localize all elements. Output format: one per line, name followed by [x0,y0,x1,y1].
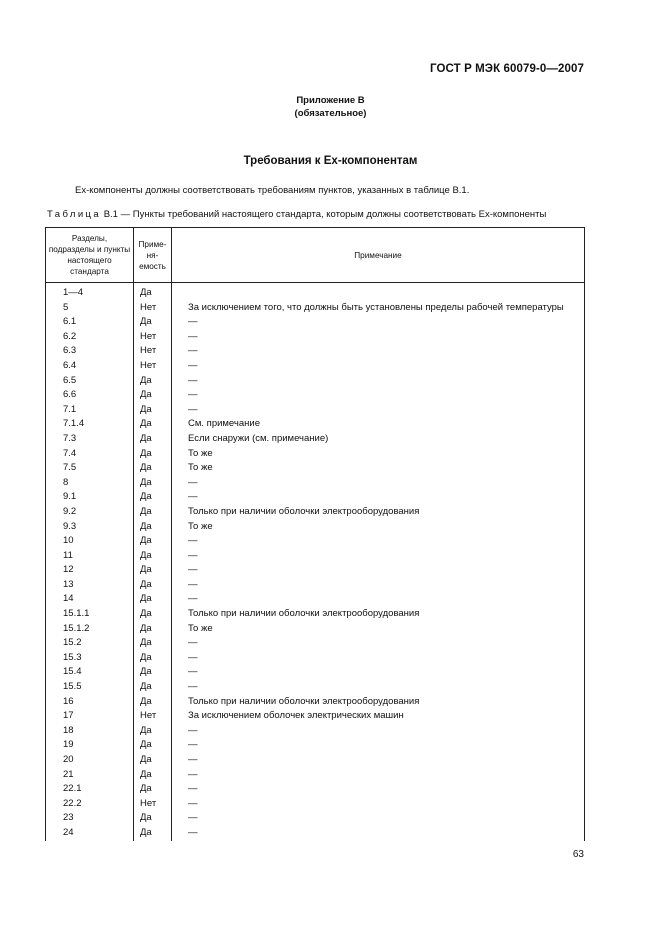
note-cell: — [172,724,585,739]
table-row [46,563,585,578]
table-caption-text: В.1 — Пункты требований настоящего стандарта, которым должны соответствовать Ex-компоненты [103,209,547,220]
section-cell: 12 [46,563,134,578]
note-cell: — [172,344,585,359]
note-cell: См. примечание [172,417,585,432]
section-cell: 15.2 [46,636,134,651]
applicability-cell: Нет [134,344,172,359]
section-cell: 9.1 [46,490,134,505]
applicability-cell: Да [134,811,172,826]
table-row [46,388,585,403]
table-row [46,476,585,491]
table-row [46,695,585,710]
note-cell: За исключением того, что должны быть установлены пределы рабочей температуры [172,301,585,316]
section-cell: 15.5 [46,680,134,695]
applicability-cell: Нет [134,330,172,345]
note-cell: За исключением оболочек электрических машин [172,709,585,724]
section-cell: 18 [46,724,134,739]
applicability-cell: Да [134,283,172,301]
note-cell: — [172,374,585,389]
table-row [46,592,585,607]
section-cell: 13 [46,578,134,593]
note-cell: — [172,768,585,783]
section-cell: 15.1.1 [46,607,134,622]
section-cell: 16 [46,695,134,710]
table-row [46,490,585,505]
section-cell: 7.1 [46,403,134,418]
table-row [46,709,585,724]
applicability-cell: Да [134,622,172,637]
table-row [46,636,585,651]
applicability-cell: Да [134,505,172,520]
note-cell: То же [172,622,585,637]
note-cell: — [172,490,585,505]
note-cell: — [172,403,585,418]
table-row [46,534,585,549]
applicability-cell: Да [134,534,172,549]
table-row [46,753,585,768]
note-cell: Если снаружи (см. примечание) [172,432,585,447]
applicability-cell: Да [134,388,172,403]
applicability-cell: Да [134,665,172,680]
section-cell: 6.5 [46,374,134,389]
section-cell: 6.1 [46,315,134,330]
applicability-cell: Да [134,520,172,535]
table-caption-label: Таблица [47,209,102,220]
table-row [46,665,585,680]
section-cell: 24 [46,826,134,841]
section-title: Требования к Ex-компонентам [243,155,418,167]
table-row [46,578,585,593]
table-row [46,330,585,345]
applicability-cell: Нет [134,709,172,724]
section-cell: 7.3 [46,432,134,447]
applicability-cell: Да [134,461,172,476]
applicability-cell: Да [134,753,172,768]
section-cell: 15.3 [46,651,134,666]
note-cell: — [172,476,585,491]
note-cell: — [172,534,585,549]
table-row [46,403,585,418]
note-cell: — [172,563,585,578]
applicability-cell: Да [134,651,172,666]
section-cell: 17 [46,709,134,724]
section-cell: 7.5 [46,461,134,476]
table-row [46,447,585,462]
applicability-cell: Да [134,782,172,797]
header-applicability: Приме-ня-емость [134,228,172,283]
table-row [46,315,585,330]
table-row [46,738,585,753]
table-row [46,432,585,447]
applicability-cell: Да [134,374,172,389]
appendix-subtitle: (обязательное) [294,108,367,119]
table-row [46,549,585,564]
applicability-cell: Нет [134,301,172,316]
note-cell: Только при наличии оболочки электрооборудования [172,607,585,622]
table-row [46,520,585,535]
section-cell: 11 [46,549,134,564]
note-cell: — [172,826,585,841]
note-cell: Только при наличии оболочки электрооборудования [172,505,585,520]
note-cell: — [172,665,585,680]
section-cell: 5 [46,301,134,316]
applicability-cell: Да [134,417,172,432]
note-cell: — [172,315,585,330]
page-number: 63 [572,849,584,860]
table-row [46,768,585,783]
section-cell: 6.6 [46,388,134,403]
note-cell: — [172,549,585,564]
table-row [46,622,585,637]
applicability-cell: Нет [134,797,172,812]
applicability-cell: Да [134,403,172,418]
section-cell: 10 [46,534,134,549]
note-cell: Только при наличии оболочки электрооборудования [172,695,585,710]
applicability-cell: Да [134,738,172,753]
applicability-cell: Да [134,578,172,593]
section-cell: 19 [46,738,134,753]
table-row [46,811,585,826]
note-cell: — [172,388,585,403]
applicability-cell: Да [134,432,172,447]
note-cell: То же [172,520,585,535]
applicability-cell: Да [134,695,172,710]
table-row [46,283,585,301]
section-cell: 23 [46,811,134,826]
note-cell: — [172,738,585,753]
header-note: Примечание [172,228,585,283]
applicability-cell: Да [134,549,172,564]
table-row [46,505,585,520]
section-cell: 6.4 [46,359,134,374]
note-cell: — [172,578,585,593]
table-row [46,461,585,476]
section-cell: 9.2 [46,505,134,520]
note-cell: — [172,636,585,651]
section-cell: 8 [46,476,134,491]
table-row [46,607,585,622]
applicability-cell: Да [134,826,172,841]
table-row [46,417,585,432]
section-cell: 22.1 [46,782,134,797]
section-cell: 15.1.2 [46,622,134,637]
section-cell: 1—4 [46,283,134,301]
applicability-cell: Да [134,607,172,622]
requirements-table [45,227,585,841]
document-code: ГОСТ Р МЭК 60079-0—2007 [430,63,584,75]
section-cell: 21 [46,768,134,783]
appendix-title: Приложение В [296,95,365,106]
applicability-cell: Да [134,490,172,505]
note-cell: — [172,797,585,812]
section-cell: 6.3 [46,344,134,359]
table-row [46,826,585,841]
section-intro: Ex-компоненты должны соответствовать требованиям пунктов, указанных в таблице В.1. [75,185,470,196]
section-cell: 22.2 [46,797,134,812]
table-header-row [46,228,585,283]
note-cell: То же [172,461,585,476]
section-cell: 20 [46,753,134,768]
table-body [46,283,585,841]
note-cell: — [172,811,585,826]
note-cell: — [172,782,585,797]
section-cell: 7.1.4 [46,417,134,432]
note-cell [172,283,585,301]
section-cell: 9.3 [46,520,134,535]
section-cell: 6.2 [46,330,134,345]
applicability-cell: Да [134,315,172,330]
applicability-cell: Да [134,724,172,739]
note-cell: — [172,680,585,695]
applicability-cell: Да [134,447,172,462]
section-cell: 7.4 [46,447,134,462]
note-cell: — [172,359,585,374]
note-cell: — [172,592,585,607]
table-row [46,724,585,739]
table-caption [47,209,546,220]
table-row [46,651,585,666]
table-row [46,680,585,695]
section-cell: 15.4 [46,665,134,680]
table-row [46,301,585,316]
note-cell: — [172,330,585,345]
applicability-cell: Да [134,563,172,578]
section-cell: 14 [46,592,134,607]
table-row [46,374,585,389]
note-cell: То же [172,447,585,462]
table-row [46,344,585,359]
applicability-cell: Да [134,592,172,607]
note-cell: — [172,651,585,666]
applicability-cell: Да [134,636,172,651]
applicability-cell: Да [134,680,172,695]
header-sections: Разделы, подразделы и пункты настоящего стандарта [46,228,134,283]
table-row [46,797,585,812]
applicability-cell: Да [134,768,172,783]
applicability-cell: Да [134,476,172,491]
table-row [46,359,585,374]
table-row [46,782,585,797]
note-cell: — [172,753,585,768]
applicability-cell: Нет [134,359,172,374]
